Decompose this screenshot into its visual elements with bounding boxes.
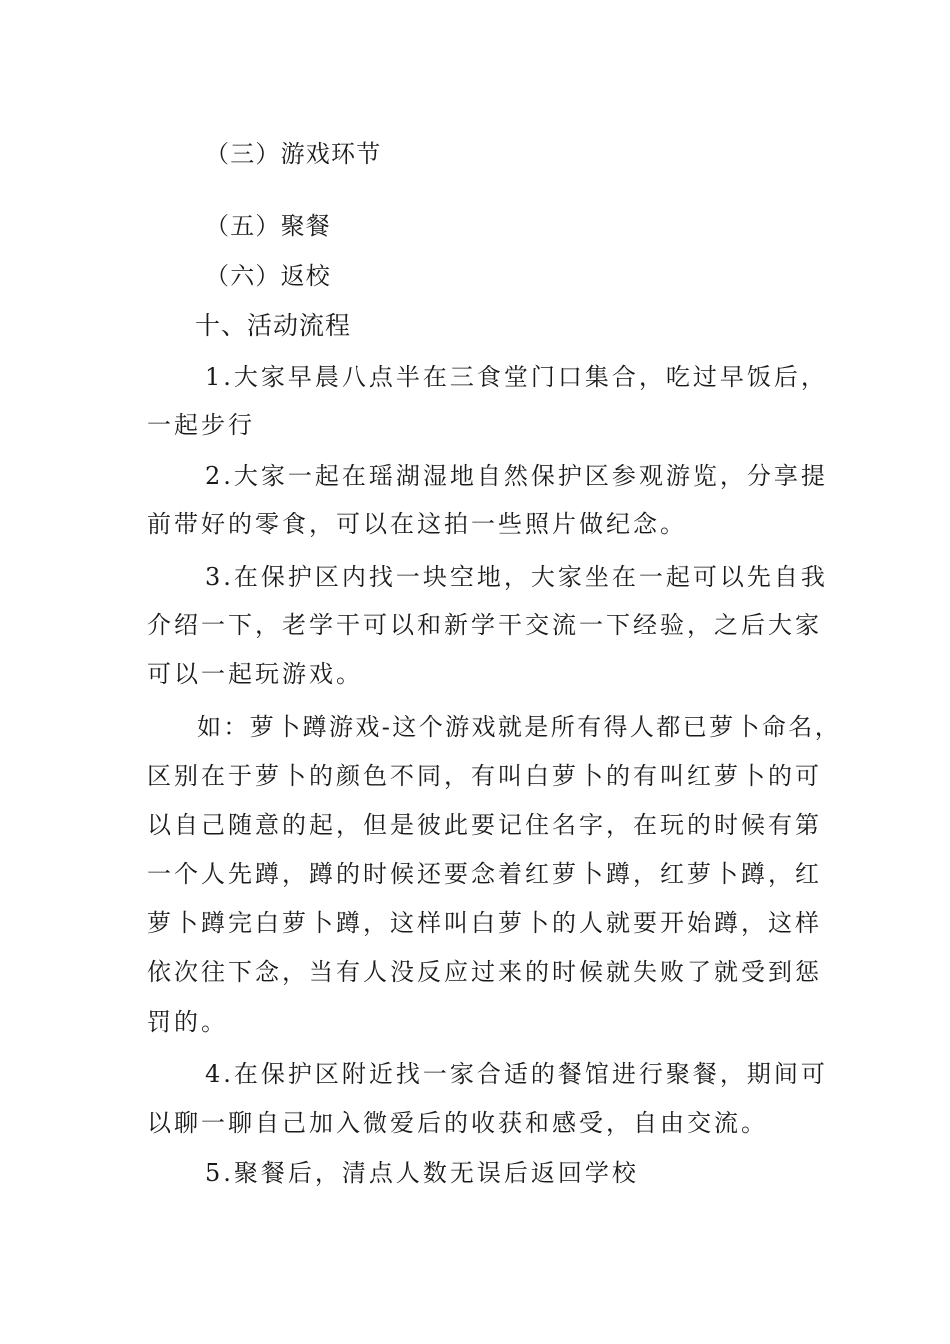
step3-line1: 3.在保护区内找一块空地，大家坐在一起可以先自我 (205, 563, 828, 591)
step4-line1: 4.在保护区附近找一家合适的餐馆进行聚餐，期间可 (205, 1060, 828, 1088)
example-line5: 萝卜蹲完白萝卜蹲，这样叫白萝卜的人就要开始蹲，这样 (147, 909, 822, 937)
step4-line2: 以聊一聊自己加入微爱后的收获和感受，自由交流。 (147, 1109, 768, 1137)
heading-activity-process: 十、活动流程 (195, 311, 352, 340)
step1-line1: 1.大家早晨八点半在三食堂门口集合，吃过早饭后， (205, 363, 828, 391)
example-line1: 如：萝卜蹲游戏-这个游戏就是所有得人都已萝卜命名， (197, 713, 842, 741)
step3-line2: 介绍一下，老学干可以和新学干交流一下经验，之后大家 (147, 611, 822, 639)
example-line7: 罚的。 (147, 1008, 228, 1036)
step2-line2: 前带好的零食，可以在这拍一些照片做纪念。 (147, 510, 687, 538)
example-line3: 以自己随意的起，但是彼此要记住名字，在玩的时候有第 (147, 811, 822, 839)
example-line4: 一个人先蹲，蹲的时候还要念着红萝卜蹲，红萝卜蹲，红 (147, 860, 822, 888)
step1-line2: 一起步行 (147, 411, 255, 439)
section-games: （三）游戏环节 (205, 140, 382, 168)
step3-line3: 可以一起玩游戏。 (147, 660, 363, 688)
step2-line1: 2.大家一起在瑶湖湿地自然保护区参观游览，分享提 (205, 462, 828, 490)
section-dinner: （五）聚餐 (205, 212, 331, 240)
example-line6: 依次往下念，当有人没反应过来的时候就失败了就受到惩 (147, 958, 822, 986)
example-line2: 区别在于萝卜的颜色不同，有叫白萝卜的有叫红萝卜的可 (147, 762, 822, 790)
step5-line1: 5.聚餐后，清点人数无误后返回学校 (205, 1159, 639, 1187)
section-return: （六）返校 (205, 262, 331, 290)
